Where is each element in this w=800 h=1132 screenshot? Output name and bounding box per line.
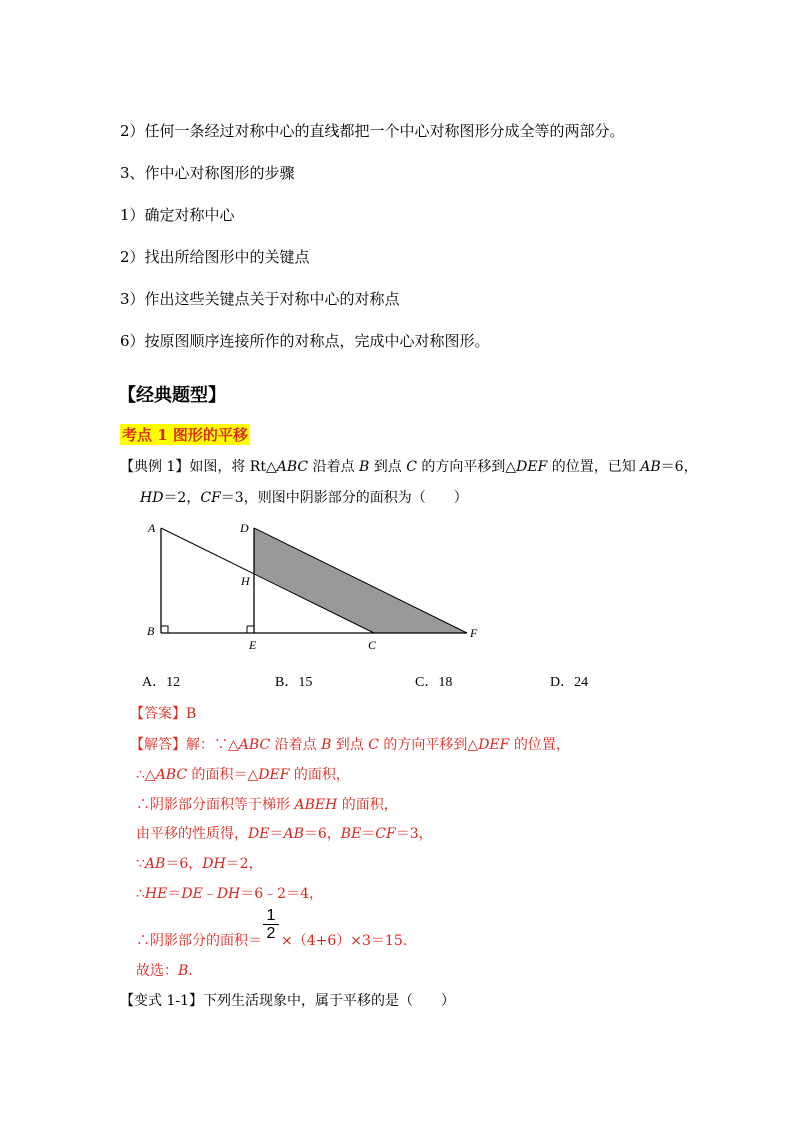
s-text: 由平移的性质得， [136, 826, 248, 842]
solution-label: 【解答】 [130, 737, 186, 753]
option-d: D．24 [550, 675, 589, 690]
q-text: ＝3，则图中阴影部分的面积为（ ） [220, 490, 468, 506]
fraction-numerator: 1 [263, 907, 279, 925]
q-text: 沿着点 [308, 459, 360, 475]
section-title: 【经典题型】 [118, 385, 226, 406]
s-var: AB [283, 826, 304, 842]
s-text: ∴△ [136, 767, 156, 783]
s-text: ＝6， [303, 826, 341, 842]
s-text: 的位置， [509, 737, 570, 753]
intro-line-5: 3）作出这些关键点关于对称中心的对称点 [120, 290, 400, 308]
s-var: B [321, 737, 332, 753]
label-h: H [241, 574, 250, 588]
s-text: ＝ [167, 886, 182, 902]
solution-line-6 [136, 883, 323, 903]
s-text: ∴ [136, 886, 145, 902]
answer-line [130, 703, 196, 723]
answer-value: B [186, 706, 197, 722]
solution-line-7-b: ×（4+6）×3＝15. [281, 933, 408, 949]
solution-line-5 [136, 853, 263, 873]
label-c: C [368, 638, 377, 652]
kaodian-title: 考点 1 图形的平移 [122, 426, 248, 444]
s-var: ABC [238, 737, 271, 753]
s-text: 故选： [136, 963, 178, 979]
label-f: F [470, 626, 478, 640]
s-var: DEF [478, 737, 510, 753]
translation-figure [145, 515, 490, 655]
q-var: C [406, 459, 417, 475]
label-d: D [240, 521, 249, 535]
solution-line-3 [136, 794, 398, 814]
answer-label: 【答案】 [130, 706, 186, 722]
s-text: 的面积， [337, 797, 398, 813]
variant-question [120, 990, 455, 1010]
fraction-denominator: 2 [266, 925, 276, 942]
option-b: B．15 [275, 675, 313, 690]
s-var: C [368, 737, 379, 753]
s-text: 到点 [331, 737, 369, 753]
example-question-line-1 [120, 456, 698, 476]
example-question-line-2 [140, 487, 468, 507]
q-var: HD [140, 490, 164, 506]
s-text: ＝3， [395, 826, 433, 842]
option-c: C．18 [415, 675, 453, 690]
s-var: ABC [155, 767, 188, 783]
solution-line-2 [136, 764, 350, 784]
s-text: ＝6﹣2＝4， [240, 886, 323, 902]
solution-line-4 [136, 823, 433, 843]
q-var: CF [200, 490, 221, 506]
s-var: DH [202, 856, 226, 872]
intro-line-3: 1）确定对称中心 [120, 206, 235, 224]
s-text: ∴阴影部分面积等于梯形 [136, 797, 295, 813]
variant-tag: 【变式 1-1】 [120, 993, 203, 1009]
s-text: 的面积， [289, 767, 350, 783]
intro-line-2: 3、作中心对称图形的步骤 [120, 164, 295, 182]
s-text: ＝6， [165, 856, 203, 872]
intro-line-6: 6）按原图顺序连接所作的对称点，完成中心对称图形。 [120, 332, 490, 350]
s-var: BE [340, 826, 362, 842]
solution-line-7-a: ∴阴影部分的面积＝ [136, 933, 262, 949]
option-a: A．12 [142, 675, 181, 690]
q-var: AB [640, 459, 661, 475]
q-var: DEF [516, 459, 548, 475]
variant-text: 下列生活现象中，属于平移的是（ ） [203, 993, 455, 1009]
s-text: ＝2， [225, 856, 263, 872]
solution-line-1 [130, 734, 570, 754]
s-var: DH [216, 886, 241, 902]
s-text: 解：∵△ [186, 737, 239, 753]
s-text: 的面积＝△ [187, 767, 259, 783]
s-var: AB [144, 856, 166, 872]
s-text: 的方向平移到△ [378, 737, 479, 753]
q-text: ＝6， [660, 459, 698, 475]
s-var: DE [248, 826, 270, 842]
s-var: CF [375, 826, 396, 842]
s-var: B [178, 963, 189, 979]
s-var: HE [144, 886, 168, 902]
s-text: ﹣ [202, 886, 217, 902]
q-var: B [359, 459, 370, 475]
right-angle-b [161, 626, 168, 633]
q-text: 的方向平移到△ [416, 459, 517, 475]
q-text: 到点 [369, 459, 407, 475]
label-e: E [249, 638, 257, 652]
s-var: ABEH [294, 797, 338, 813]
fraction-one-half [263, 907, 279, 942]
s-var: DEF [258, 767, 290, 783]
q-var: ABC [276, 459, 309, 475]
solution-line-8 [136, 960, 193, 980]
s-text: ＝ [361, 826, 376, 842]
example-tag: 【典例 1】 [120, 459, 190, 475]
s-text: . [188, 963, 193, 979]
label-b: B [147, 624, 155, 638]
s-text: ∵ [136, 856, 145, 872]
intro-line-1: 2）任何一条经过对称中心的直线都把一个中心对称图形分成全等的两部分。 [120, 122, 625, 140]
q-text: ＝2， [163, 490, 201, 506]
s-var: DE [181, 886, 203, 902]
q-text: 的位置，已知 [547, 459, 641, 475]
s-text: ＝ [269, 826, 284, 842]
q-text: 如图，将 Rt△ [189, 459, 277, 475]
label-a: A [148, 521, 156, 535]
s-text: 沿着点 [270, 737, 322, 753]
intro-line-4: 2）找出所给图形中的关键点 [120, 248, 310, 266]
